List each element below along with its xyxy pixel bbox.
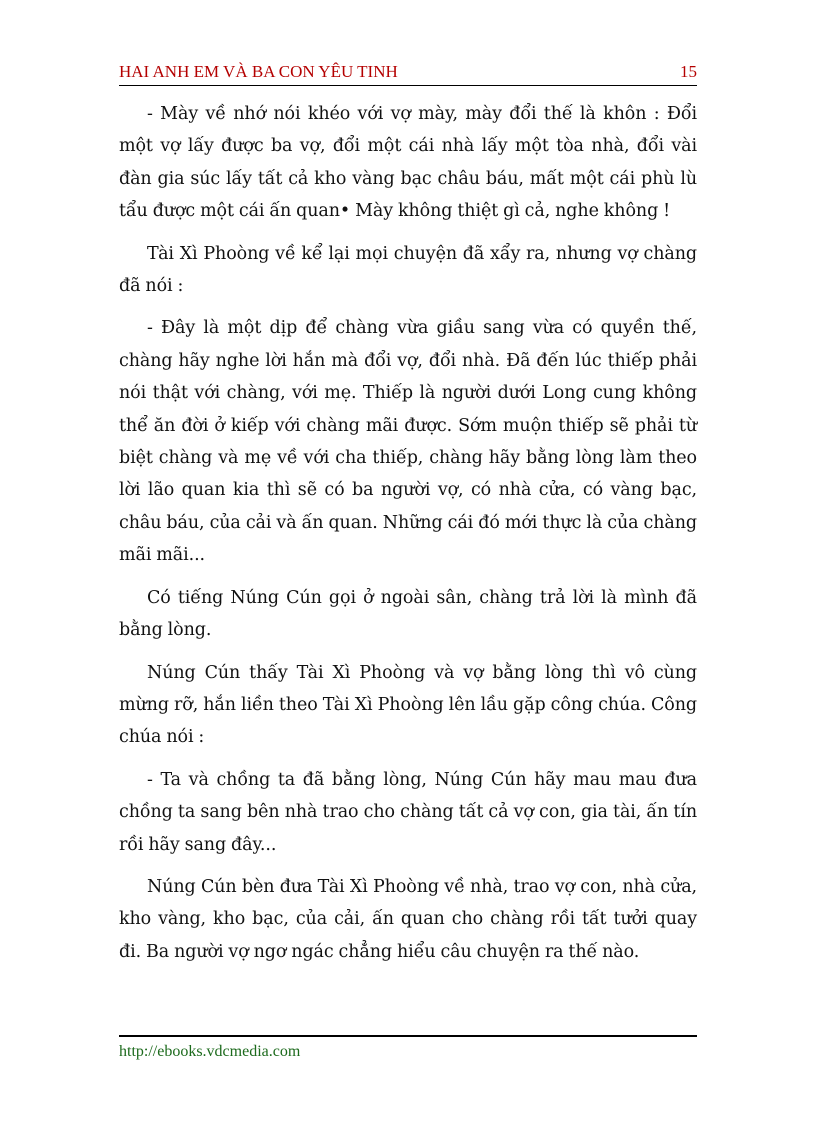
book-title: HAI ANH EM VÀ BA CON YÊU TINH (119, 62, 398, 81)
paragraph: Tài Xì Phoòng về kể lại mọi chuyện đã xẩy ra, nhưng vợ chàng đã nói : (119, 243, 697, 297)
paragraph: Núng Cún bèn đưa Tài Xì Phoòng về nhà, trao vợ con, nhà cửa, kho vàng, kho bạc, của cải, ấn quan cho chàng rồi tất tưởi quay đi. Ba người vợ ngơ ngác chẳng hiểu câu chuyện ra thế nào. (119, 876, 697, 962)
paragraph: Núng Cún thấy Tài Xì Phoòng và vợ bằng lòng thì vô cùng mừng rỡ, hắn liền theo Tài Xì Phoòng lên lầu gặp công chúa. Công chúa nói : (119, 662, 697, 748)
page-number: 15 (680, 62, 697, 81)
footer-url-link[interactable]: http://ebooks.vdcmedia.com (119, 1043, 301, 1060)
paragraph: - Mày về nhớ nói khéo với vợ mày, mày đổi thế là khôn : Đổi một vợ lấy được ba vợ, đổi một cái nhà lấy một tòa nhà, đổi vài đàn gia súc lấy tất cả kho vàng bạc châu báu, mất một cái phù lù tẩu được một cái ấn quan• Mày không thiệt gì cả, nghe không ! (119, 104, 697, 222)
paragraph: Có tiếng Núng Cún gọi ở ngoài sân, chàng trả lời là mình đã bằng lòng. (119, 587, 697, 641)
running-header (119, 62, 697, 86)
paragraph: - Đây là một dịp để chàng vừa giầu sang vừa có quyền thế, chàng hãy nghe lời hắn mà đổi vợ, đổi nhà. Đã đến lúc thiếp phải nói thật với chàng, với mẹ. Thiếp là người dưới Long cung không thể ăn đời ở kiếp với chàng mãi được. Sớm muộn thiếp sẽ phải từ biệt chàng và mẹ về với cha thiếp, chàng hãy bằng lòng làm theo lời lão quan kia thì sẽ có ba người vợ, có nhà cửa, có vàng bạc, châu báu, của cải và ấn quan. Những cái đó mới thực là của chàng mãi mãi... (119, 318, 697, 566)
story-text (119, 98, 697, 978)
paragraph: - Ta và chồng ta đã bằng lòng, Núng Cún hãy mau mau đưa chồng ta sang bên nhà trao cho chàng tất cả vợ con, gia tài, ấn tín rồi hãy sang đây... (119, 769, 697, 855)
footer-divider (119, 1035, 697, 1037)
